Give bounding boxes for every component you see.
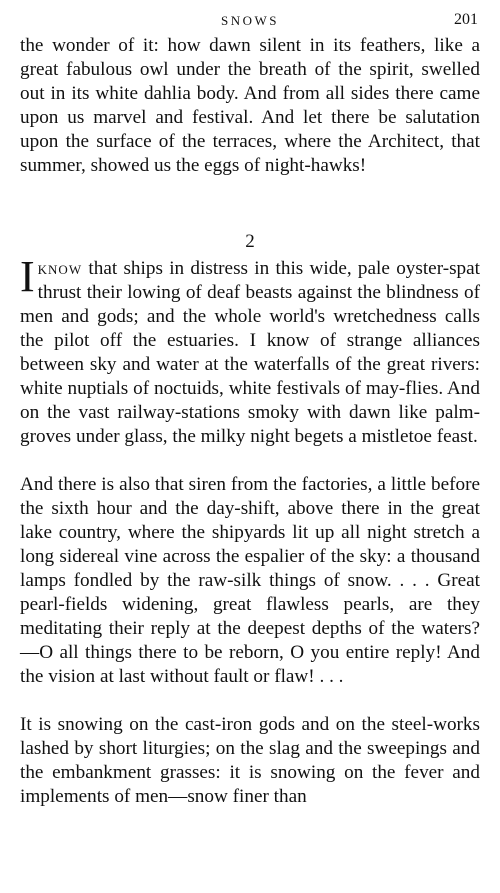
opening-small-caps: know <box>37 258 83 279</box>
paragraph-section-opening <box>20 252 480 449</box>
paragraph-text: that ships in distress in this wide, pale oyster-spat thrust their lowing of deaf beasts against the blindness of men and gods; and the whole world's wretchedness calls the pilot off the estuaries. I know of strange alliances between sky and water at the waterfalls of the great rivers: white nuptials of noctuids, white festivals of may-flies. And on the vast railway-stations smoky with dawn like palm-groves under glass, the milky night begets a mistletoe feast. <box>20 258 480 447</box>
running-head <box>20 10 480 34</box>
page-number: 201 <box>454 11 478 28</box>
paragraph-snowing: It is snowing on the cast-iron gods and on the steel-works lashed by short liturgies; on the slag and the sweepings and the embankment grasses: it is snowing on the fever and implements of men—snow finer than <box>20 714 480 807</box>
drop-cap: I <box>20 252 35 301</box>
paragraph-continuation: the wonder of it: how dawn silent in its feathers, like a great fabulous owl under the breath of the spirit, swelled out in its white dahlia body. And from all sides there came upon us marvel and festival. And let there be salutation upon the surface of the terraces, where the Architect, that summer, showed us the eggs of night-hawks! <box>20 35 480 176</box>
section-number: 2 <box>245 231 255 252</box>
paragraph-siren: And there is also that siren from the factories, a little before the sixth hour and the day-shift, above there in the great lake country, where the shipyards lit up all night stretch a long sidereal vine across the espalier of the sky: a thousand lamps fondled by the raw-silk things of snow. . . . Great pearl-fields widening, great flawless pearls, are they meditating their reply at the deepest depths of the waters?—O all things there to be reborn, O you entire reply! And the vision at last without fault or flaw! . . . <box>20 474 480 687</box>
running-title: SNOWS <box>220 13 279 28</box>
body-text <box>20 34 480 809</box>
